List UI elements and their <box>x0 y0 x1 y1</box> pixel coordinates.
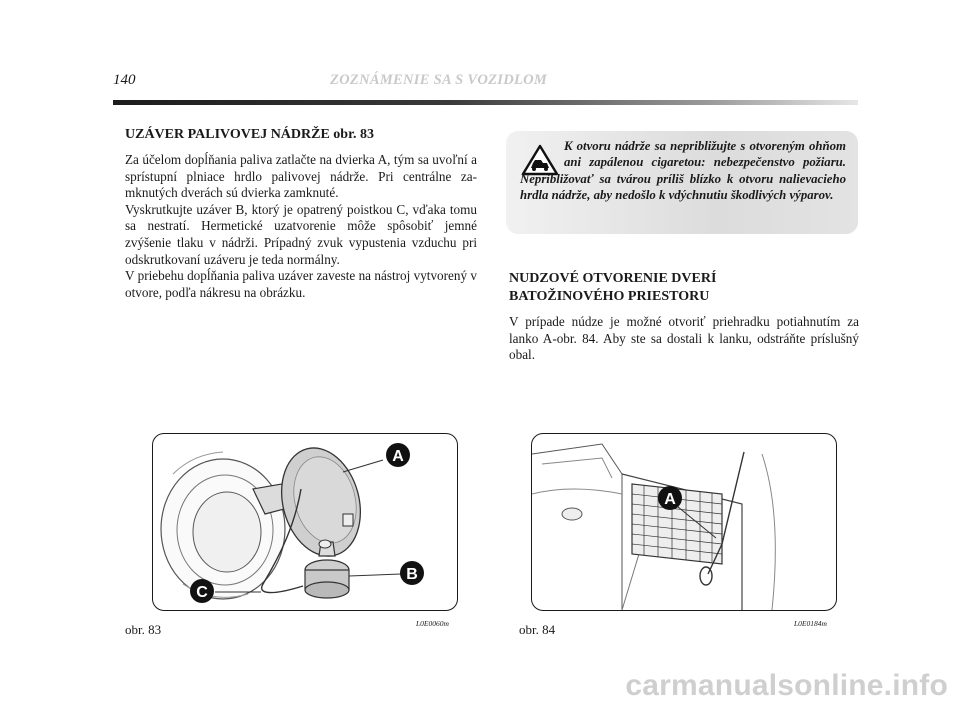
trunk-heading-line-1: NUDZOVÉ OTVORENIE DVERÍ <box>509 271 717 286</box>
fuel-cap-illustration <box>153 434 457 610</box>
label-b: B <box>406 566 418 583</box>
warning-text-block <box>520 138 846 204</box>
warning-icon-spacer <box>520 138 564 168</box>
figure-83-code: L0E0060m <box>416 619 449 628</box>
warning-text: K otvoru nádrže sa nepribližujte s otvoreným ohňom ani zapálenou cigaretou: nebezpečenstvo požiaru. Nepribližovať sa tvárou príliš blízko k otvoru nalievacieho hrdla nádrže, aby nedošlo k vdýchnutiu škodlivých výparov. <box>520 139 846 203</box>
warning-box <box>506 131 858 234</box>
figure-trunk-release <box>531 433 837 611</box>
trunk-release-heading <box>509 270 859 306</box>
figure-fuel-cap <box>152 433 458 611</box>
header-rule <box>113 100 858 105</box>
fuel-cap-section <box>125 126 477 301</box>
fuel-cap-paragraph-2: Vyskrutkujte uzáver B, ktorý je opatrený poistkou C, vďaka tomu sa nestratí. Hermetické uzatvorenie môže spôsobiť jemné zvýšenie tlaku v nádrži. Prípadný zvuk vypustenia vzduchu pri odskrutkovaní uzáveru je teda normálny. <box>125 201 477 267</box>
figure-83-caption: obr. 83 <box>125 622 162 637</box>
figure-84-caption: obr. 84 <box>519 622 556 637</box>
label-a-trunk: A <box>664 491 676 508</box>
figure-84-code: L0E0184m <box>794 619 827 628</box>
trunk-heading-line-2: BATOŽINOVÉHO PRIESTORU <box>509 289 710 304</box>
fuel-cap-paragraph-3: V priebehu dopĺňania paliva uzáver zaveste na nástroj vytvorený v otvore, podľa nákresu na obrázku. <box>125 268 477 300</box>
trunk-release-illustration <box>532 434 836 610</box>
fuel-cap-paragraph-1: Za účelom dopĺňania paliva zatlačte na dvierka A, tým sa uvoľní a sprístupní plniace hrdlo palivovej nádrže. Pri centrálne zamknutých dverách sú dvierka zamknuté. <box>125 152 477 201</box>
watermark: carmanualsonline.info <box>625 669 948 702</box>
page-header-title: ZOZNÁMENIE SA S VOZIDLOM <box>330 72 548 88</box>
label-c: C <box>196 584 208 601</box>
trunk-release-section <box>509 270 859 364</box>
trunk-release-paragraph: V prípade núdze je možné otvoriť priehradku potiahnutím za lanko A-obr. 84. Aby ste sa dostali k lanku, odstráňte príslušný obal. <box>509 314 859 363</box>
label-a: A <box>392 448 404 465</box>
page-number: 140 <box>113 72 136 88</box>
fuel-cap-heading: UZÁVER PALIVOVEJ NÁDRŽE obr. 83 <box>125 127 375 142</box>
